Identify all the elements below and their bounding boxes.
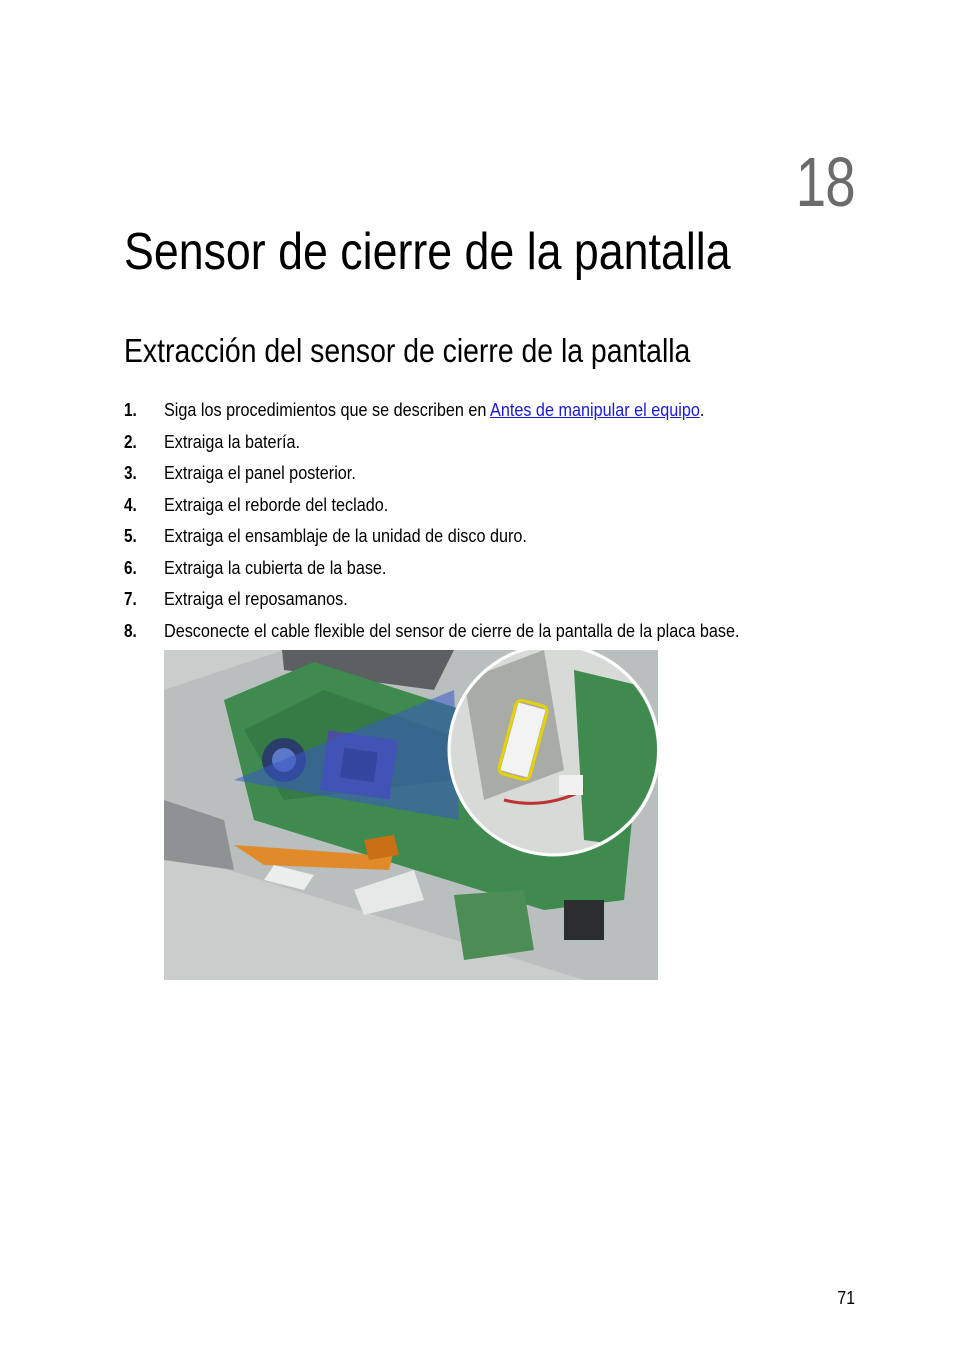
step-item <box>124 491 844 523</box>
step-number: 3. <box>124 463 137 483</box>
step-text: Desconecte el cable flexible del sensor de cierre de la pantalla de la placa base. <box>164 620 740 641</box>
before-working-link[interactable]: Antes de manipular el equipo <box>490 400 700 420</box>
step-item <box>124 396 844 428</box>
laptop-illustration-svg <box>164 650 658 980</box>
procedure-steps <box>124 396 844 648</box>
step-number: 5. <box>124 526 137 546</box>
step-text <box>164 396 704 424</box>
step-item <box>124 459 844 491</box>
step-number: 7. <box>124 589 137 609</box>
inset-connector <box>559 775 583 795</box>
step-text: Extraiga la cubierta de la base. <box>164 557 387 578</box>
chapter-number: 18 <box>795 143 855 221</box>
step-text: Extraiga el reposamanos. <box>164 589 348 609</box>
step-item <box>124 522 844 554</box>
step-item <box>124 617 844 649</box>
section-title: Extracción del sensor de cierre de la pantalla <box>124 332 691 369</box>
step-text: Extraiga el ensamblaje de la unidad de disco duro. <box>164 526 527 546</box>
step-item <box>124 428 844 460</box>
step-number: 1. <box>124 400 137 420</box>
step-text-after: . <box>699 400 705 420</box>
step-number: 6. <box>124 557 137 578</box>
step-item <box>124 554 844 586</box>
step-text-before: Siga los procedimientos que se describen en <box>164 400 491 420</box>
step-number: 2. <box>124 431 137 452</box>
port-connector <box>564 900 604 940</box>
step-text: Extraiga el panel posterior. <box>164 463 356 483</box>
step-number: 8. <box>124 620 137 641</box>
step-text: Extraiga el reborde del teclado. <box>164 494 389 515</box>
step-item <box>124 585 844 617</box>
io-board <box>454 890 534 960</box>
step-number: 4. <box>124 494 137 515</box>
page-number: 71 <box>837 1288 855 1308</box>
chapter-title: Sensor de cierre de la pantalla <box>124 223 731 281</box>
step-text: Extraiga la batería. <box>164 431 300 452</box>
laptop-illustration <box>164 650 658 980</box>
